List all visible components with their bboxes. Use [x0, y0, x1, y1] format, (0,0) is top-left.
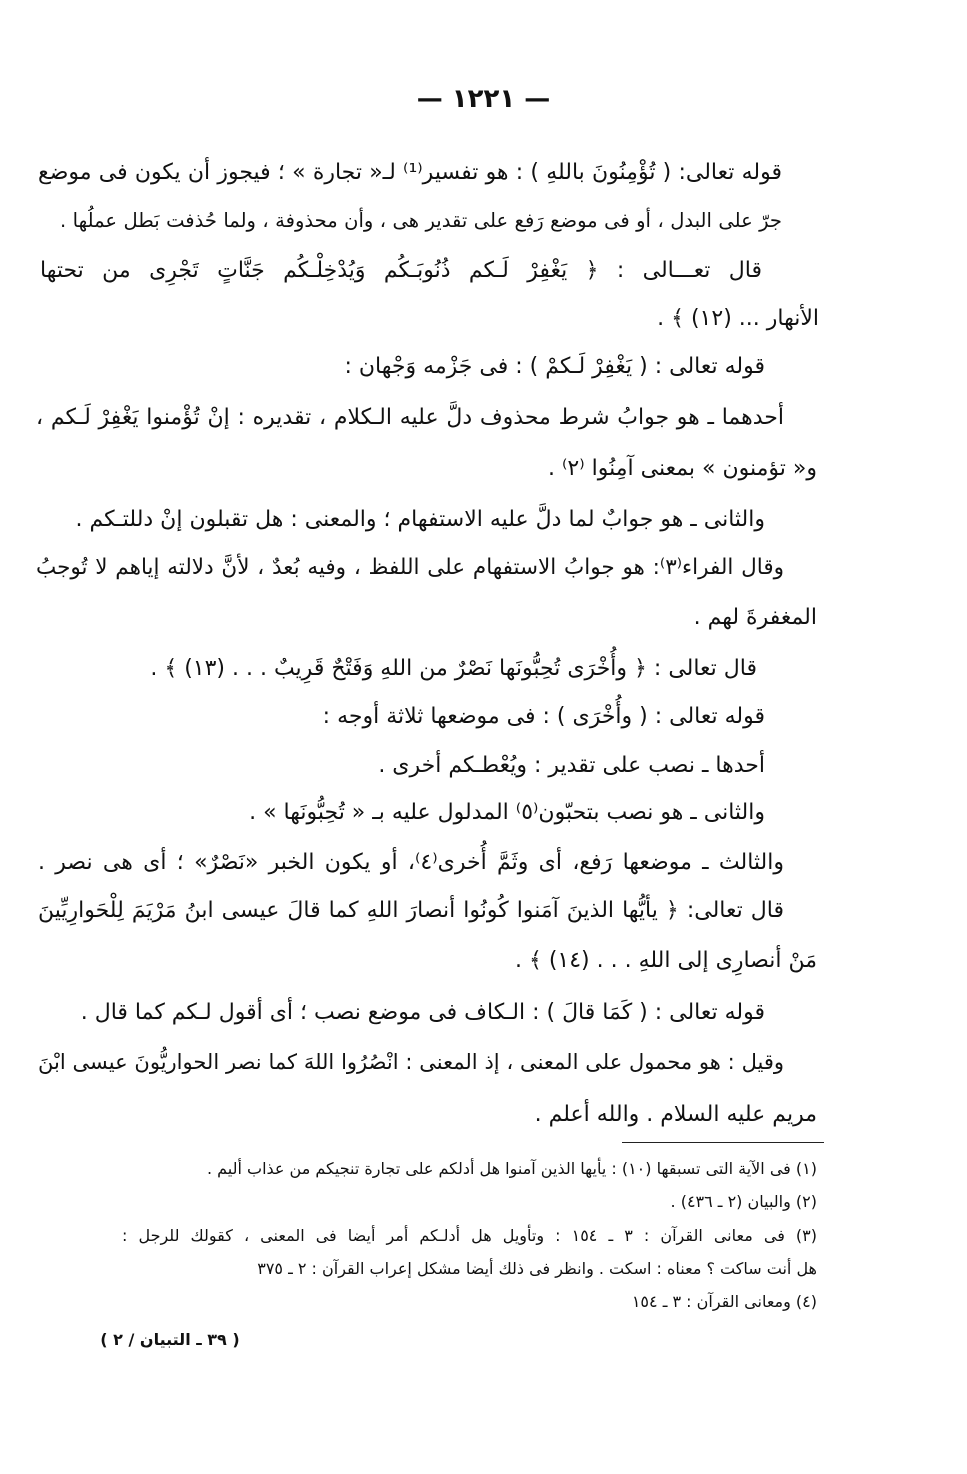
text-line-12: قوله تعالى : ( وأُخْرَى ) : فى موضعها ثلاثة أوجه : [322, 704, 765, 729]
text-line-19: وقيل : هو محمول على المعنى ، إذ المعنى : انْصُرُوا اللهَ كما نصر الحواريُّونَ عيسى ابْنَ [38, 1050, 784, 1074]
text-line-11: قال تعالى : ﴿ وأُخْرَى تُحِبُّونَها نَصْرٌ من اللهِ وَفَتْحٌ قَرِيبٌ . . . (١٣) ﴾ . [150, 656, 757, 681]
text-line-1: قوله تعالى: ( تُؤْمِنُونَ باللهِ ) : هو تفسير⁽¹⁾ لـ« تجارة » ؛ فيجوز أن يكون فى موضع [38, 160, 782, 185]
footnote-2: (٢) والبيان (٢ ـ ٤٣٦) . [670, 1192, 817, 1211]
text-line-5: قوله تعالى : ( يَغْفِرْ لَـكمْ ) : فى جَزْمه وَجْهان : [344, 354, 765, 379]
text-line-6: أحدهما ـ هو جوابُ شرط محذوف دلَّ عليه الـكلام ، تقديره : إنْ تُؤْمنوا يَغْفِرْ لَـكم ، [36, 405, 784, 430]
text-line-2: جرّ على البدل ، أو فى موضع رَفع على تقدير هى ، وأن محذوفة ، ولما حُذفت بَطل عملُها . [60, 209, 782, 232]
footnote-divider [622, 1142, 824, 1143]
footnote-3-continued: هل أنت ساكت ؟ معناه : اسكت . وانظر فى ذلك أيضا مشكل إعراب القرآن : ٢ ـ ٣٧٥ [257, 1259, 817, 1278]
page-number: — ١٢٢١ — [416, 84, 551, 114]
book-signature: ( ٣٩ ـ التبيان / ٢ ) [100, 1330, 240, 1349]
footnote-1: (١) فى الآية التى تسبقها (١٠) : يأيها الذين آمنوا هل أدلكم على تجارة تنجيكم من عذاب أليم . [206, 1159, 817, 1178]
text-line-10: المغفرةَ لهم . [693, 605, 817, 630]
footnote-4: (٤) ومعانى القرآن : ٣ ـ ١٥٤ [631, 1292, 817, 1311]
text-line-4: الأنهار ... (١٢) ﴾ . [657, 306, 819, 331]
text-line-18: قوله تعالى : ( كَمَا قالَ ) : الـكاف فى موضع نصب ؛ أى أقول لـكم كما قال . [80, 1000, 765, 1025]
text-line-17: مَنْ أنصارِى إلى اللهِ . . . (١٤) ﴾ . [514, 948, 817, 973]
text-line-16: قال تعالى: ﴿ يأيُّها الذينَ آمَنوا كُونُوا أنصارَ اللهِ كما قالَ عيسى ابنُ مَرْيَمَ لِلْحَوارِيِّينَ [38, 898, 784, 923]
text-line-14: والثانى ـ هو نصب بتحبّون⁽٥⁾ المدلول عليه بـ « تُحِبُّونَها » . [249, 800, 765, 825]
text-line-3: قال تعـــالى : ﴿ يَغْفِرْ لَـكم ذُنُوبَـكُم وَيُدْخِلْـكُم جَنَّاتٍ تَجْرِى من تحتها [40, 258, 762, 283]
text-line-9: وقال الفراء⁽٣⁾: هو جوابُ الاستفهام على اللفظ ، وفيه بُعدٌ ، لأنَّ دلالته إياهم لا تُوجبُ [36, 555, 785, 580]
text-line-15: والثالث ـ موضعها رَفع، أى وثَمَّ أُخرى⁽٤⁾، أو يكون الخبر «نَصْرٌ» ؛ أى هى نصر . [38, 850, 784, 875]
text-line-20: مريم عليه السلام . والله أعلم . [534, 1102, 817, 1127]
text-line-8: والثانى ـ هو جوابٌ لما دلَّ عليه الاستفهام ؛ والمعنى : هل تقبلون إنْ دللتـكم . [75, 507, 765, 532]
text-line-7: و« تؤمنون » بمعنى آمِنُوا ⁽٢⁾ . [547, 456, 817, 481]
footnote-3: (٣) فى معانى القرآن : ٣ ـ ١٥٤ : وتأويل هل أدلـكم أمر أيضا فى المعنى ، كقولك للرجل : [122, 1226, 817, 1245]
text-line-13: أحدها ـ نصب على تقدير : ويُعْطـكم أخرى . [378, 753, 765, 778]
